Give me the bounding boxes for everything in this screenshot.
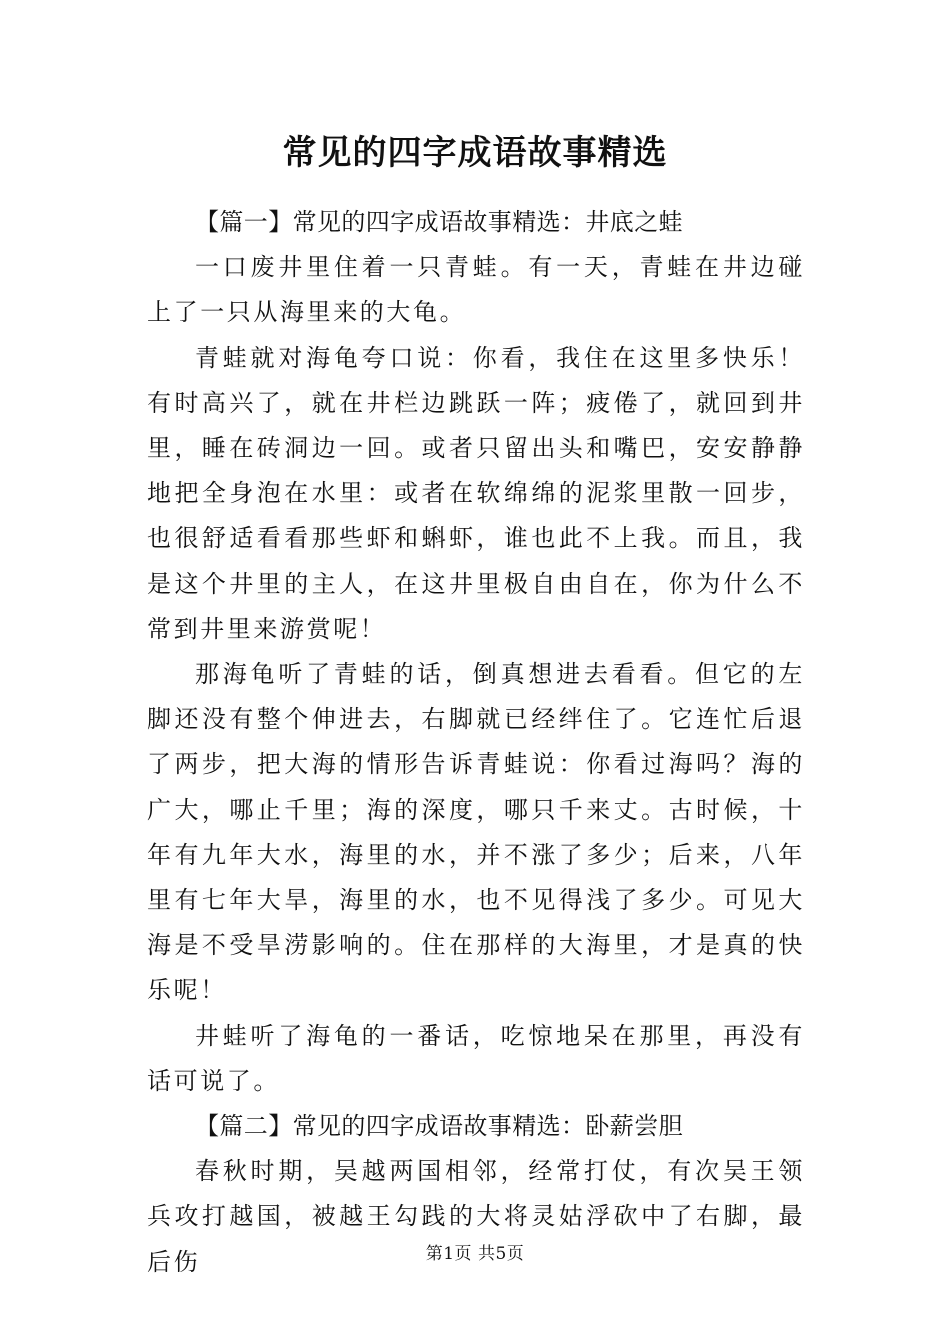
paragraph: 春秋时期，吴越两国相邻，经常打仗，有次吴王领兵攻打越国，被越王勾践的大将灵姑浮砍中了右脚，最后伤: [147, 1157, 805, 1276]
paragraph: 青蛙就对海龟夸口说：你看，我住在这里多快乐！有时高兴了，就在井栏边跳跃一阵；疲倦了，就回到井里，睡在砖洞边一回。或者只留出头和嘴巴，安安静静地把全身泡在水里：或者在软绵绵的泥浆里散一回步，也很舒适看看那些虾和蝌虾，谁也此不上我。而且，我是这个井里的主人，在这井里极自由自在，你为什么不常到井里来游赏呢！: [147, 343, 805, 643]
document-title: 常见的四字成语故事精选: [282, 133, 668, 173]
document-body: [147, 200, 805, 1285]
paragraph: 井蛙听了海龟的一番话，吃惊地呆在那里，再没有话可说了。: [147, 1021, 805, 1095]
paragraph: 一口废井里住着一只青蛙。有一天，青蛙在井边碰上了一只从海里来的大龟。: [147, 253, 805, 327]
page-footer: 第1页 共5页: [425, 1244, 525, 1264]
section-heading-2: 【篇二】常见的四字成语故事精选：卧薪尝胆: [195, 1112, 683, 1141]
section-heading-1: 【篇一】常见的四字成语故事精选：井底之蛙: [195, 208, 683, 236]
paragraph: 那海龟听了青蛙的话，倒真想进去看看。但它的左脚还没有整个伸进去，右脚就已经绊住了。它连忙后退了两步，把大海的情形告诉青蛙说：你看过海吗？海的广大，哪止千里；海的深度，哪只千来丈。古时候，十年有九年大水，海里的水，并不涨了多少；后来，八年里有七年大旱，海里的水，也不见得浅了多少。可见大海是不受旱涝影响的。住在那样的大海里，才是真的快乐呢！: [147, 660, 805, 1005]
